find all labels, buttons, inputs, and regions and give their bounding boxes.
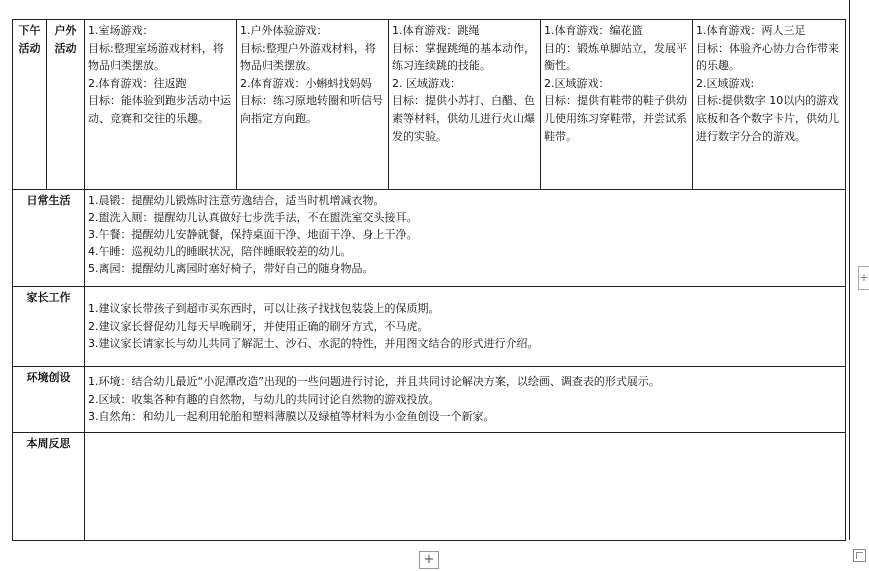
parent-work-item-3: 3.建议家长请家长与幼儿共同了解泥土、沙石、水泥的特性，并用图文结合的形式进行介绍。 — [88, 337, 539, 351]
day-1-line-1: 1.室场游戏： — [88, 24, 154, 37]
environment-item-2: 2.区域：收集各种有趣的自然物，与幼儿的共同讨论自然物的游戏投放。 — [88, 392, 440, 406]
day-5-line-4: 目标:提供数字 10以内的游戏底板和各个数字卡片，供幼儿进行数字分合的游戏。 — [696, 94, 839, 143]
day-1-cell[interactable] — [85, 20, 237, 190]
outdoor-activity-label: 户外活动 — [47, 20, 85, 190]
parent-work-row — [13, 287, 846, 367]
day-4-line-1: 1.体育游戏：编花篮 — [544, 24, 643, 37]
day-5-line-3: 2.区域游戏: — [696, 76, 755, 90]
daily-life-item-3: 3.午餐：提醒幼儿安静就餐，保持桌面干净、地面干净、身上干净。 — [88, 228, 418, 241]
day-1-line-2: 目标:整理室场游戏材料，将物品归类摆放。 — [88, 41, 224, 73]
day-2-line-4: 目标：练习原地转圈和听信号向指定方向跑。 — [240, 94, 383, 125]
day-4-cell[interactable] — [541, 20, 693, 190]
day-3-cell[interactable] — [389, 20, 541, 190]
outdoor-row — [13, 20, 846, 190]
afternoon-activity-label: 下午活动 — [13, 20, 47, 190]
day-3-line-4: 目标：提供小苏打、白醋、色素等材料，供幼儿进行火山爆发的实验。 — [392, 94, 535, 143]
day-2-line-1: 1.户外体验游戏： — [240, 24, 328, 37]
day-1-line-3: 2.体育游戏：往返跑 — [88, 76, 187, 90]
parent-work-content[interactable] — [85, 287, 846, 367]
daily-life-row — [13, 190, 846, 287]
environment-item-1: 1.环境：结合幼儿最近“小泥潭改造”出现的一些问题进行讨论，并且共同讨论解决方案，以绘画、调查表的形式展示。 — [88, 375, 660, 389]
table-resize-icon[interactable] — [853, 549, 866, 562]
daily-life-item-1: 1.晨锻：提醒幼儿锻炼时注意劳逸结合，适当时机增减衣物。 — [88, 194, 385, 207]
day-1-line-4: 目标：能体验到跑步活动中运动、竞赛和交往的乐趣。 — [88, 94, 231, 125]
day-4-line-2: 目的：锻炼单脚站立，发展平衡性。 — [544, 41, 687, 73]
day-3-line-1: 1.体育游戏：跳绳 — [392, 24, 480, 37]
day-3-line-2: 目标：掌握跳绳的基本动作，练习连续跳的技能。 — [392, 41, 535, 73]
parent-work-item-2: 2.建议家长督促幼儿每天早晚刷牙，并使用正确的刷牙方式，不马虎。 — [88, 319, 429, 333]
day-2-line-2: 目标:整理户外游戏材料，将物品归类摆放。 — [240, 41, 376, 73]
daily-life-item-4: 4.午睡：巡视幼儿的睡眠状况，陪伴睡眠较差的幼儿。 — [88, 245, 352, 258]
day-4-line-3: 2.区域游戏： — [544, 76, 610, 90]
weekly-plan-table — [12, 19, 846, 541]
add-column-button[interactable]: + — [858, 266, 869, 290]
environment-row — [13, 367, 846, 433]
add-row-button[interactable]: + — [419, 551, 439, 569]
reflection-label: 本周反思 — [13, 433, 85, 541]
daily-life-content[interactable] — [85, 190, 846, 287]
daily-life-item-5: 5.离园：提醒幼儿离园时塞好椅子，带好自己的随身物品。 — [88, 262, 374, 275]
daily-life-item-2: 2.盥洗入厕：提醒幼儿认真做好七步洗手法，不在盥洗室交头接耳。 — [88, 211, 418, 224]
day-3-line-3: 2. 区域游戏： — [392, 76, 461, 90]
environment-content[interactable] — [85, 367, 846, 433]
day-5-line-1: 1.体育游戏：两人三足 — [696, 24, 806, 37]
parent-work-label: 家长工作 — [13, 287, 85, 367]
day-5-line-2: 目标：体验齐心协力合作带来的乐趣。 — [696, 41, 839, 73]
parent-work-item-1: 1.建议家长带孩子到超市买东西时，可以让孩子找找包装袋上的保质期。 — [88, 302, 440, 316]
day-5-cell[interactable] — [693, 20, 846, 190]
day-2-cell[interactable] — [237, 20, 389, 190]
reflection-content[interactable] — [85, 433, 846, 541]
day-4-line-4: 目标：提供有鞋带的鞋子供幼儿使用练习穿鞋带，并尝试系鞋带。 — [544, 94, 687, 143]
reflection-row — [13, 433, 846, 541]
environment-label: 环境创设 — [13, 367, 85, 433]
page-border — [849, 0, 850, 540]
environment-item-3: 3.自然角：和幼儿一起利用轮胎和塑料薄膜以及绿植等材料为小金鱼创设一个新家。 — [88, 410, 495, 424]
day-2-line-3: 2.体育游戏：小蝌蚪找妈妈 — [240, 76, 372, 90]
daily-life-label: 日常生活 — [13, 190, 85, 287]
